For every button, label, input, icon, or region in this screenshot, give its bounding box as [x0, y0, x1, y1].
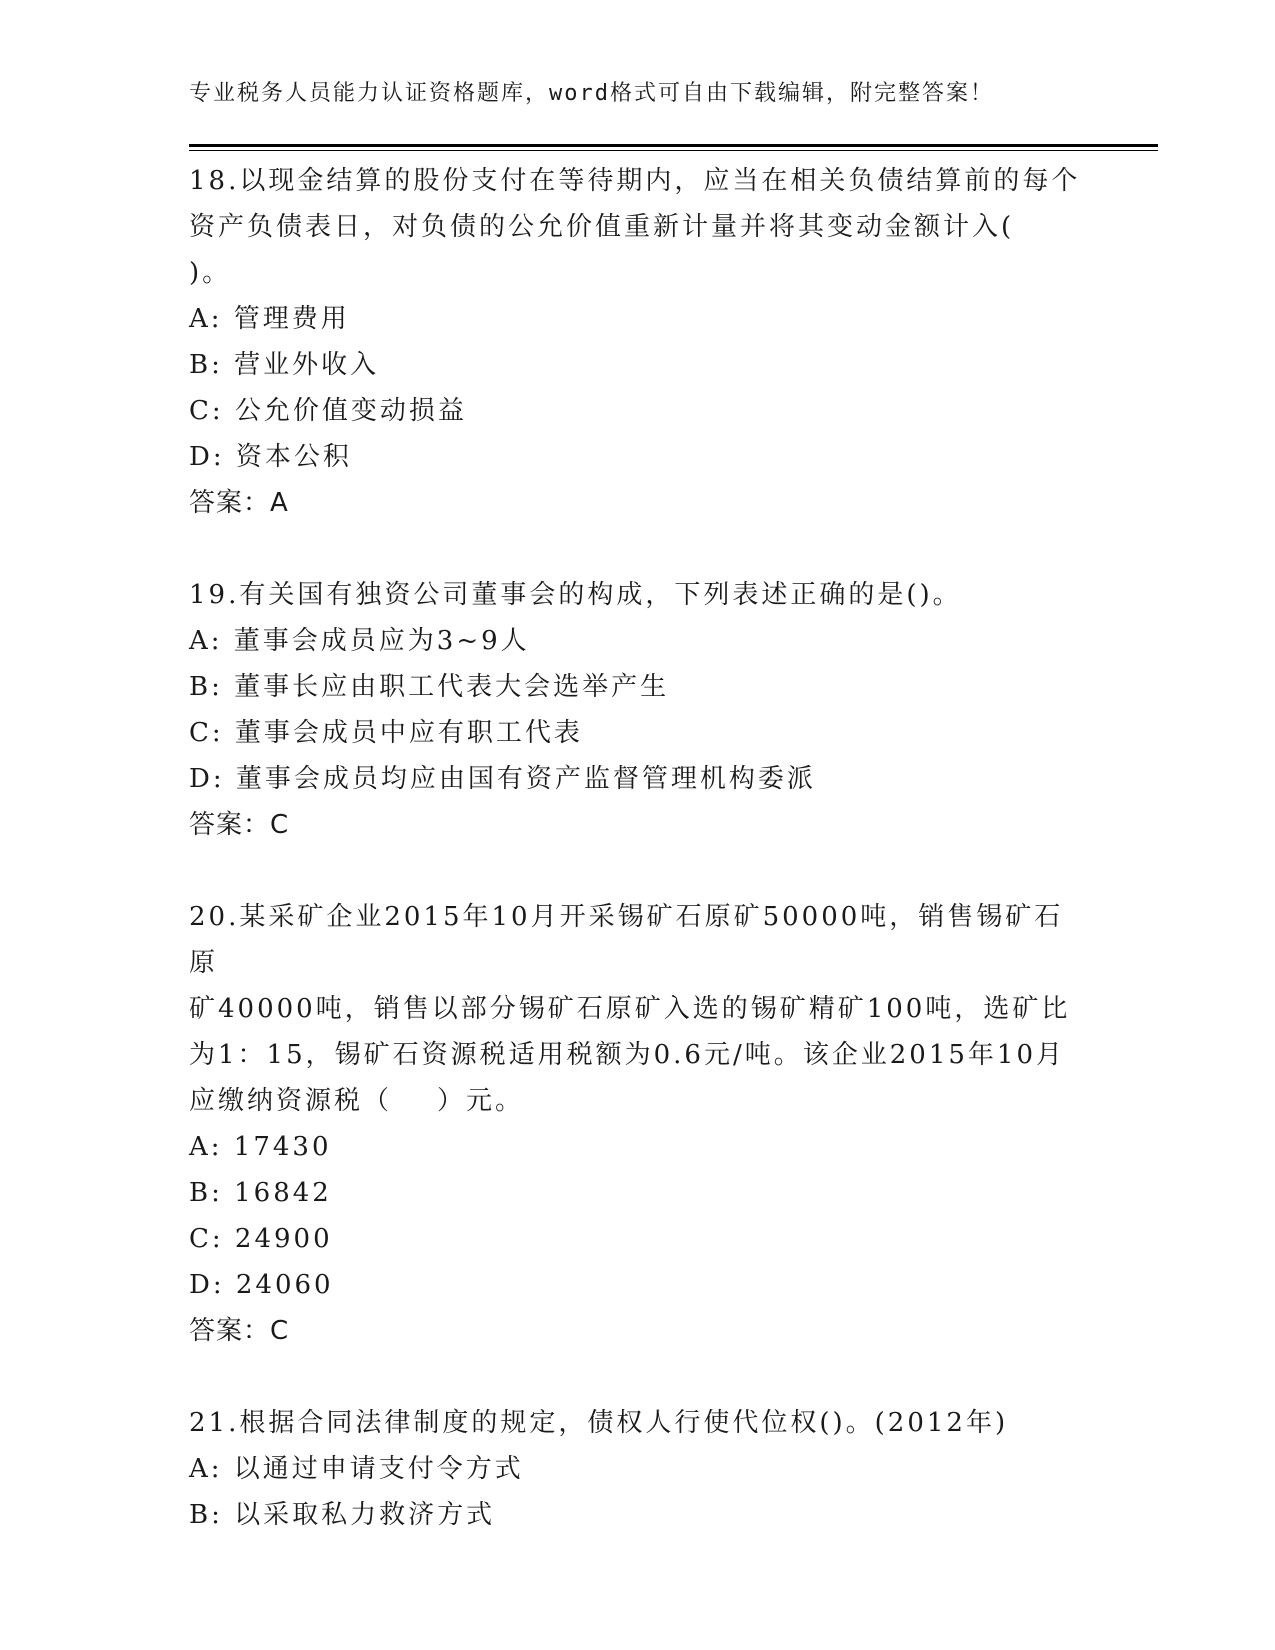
page-header: 专业税务人员能力认证资格题库，word格式可自由下载编辑，附完整答案！ — [189, 81, 994, 106]
option-a: A: 董事会成员应为3~9人 — [189, 626, 530, 656]
question-stem-line: 应缴纳资源税（ ）元。 — [189, 1086, 525, 1116]
question-stem-line: 矿40000吨，销售以部分锡矿石原矿入选的锡矿精矿100吨，选矿比 — [189, 994, 1071, 1024]
option-b: B: 营业外收入 — [189, 350, 380, 380]
question-21 — [189, 1400, 1089, 1538]
question-stem-line: 为1：15，锡矿石资源税适用税额为0.6元/吨。该企业2015年10月 — [189, 1040, 1065, 1070]
option-b: B: 董事长应由职工代表大会选举产生 — [189, 672, 670, 702]
spacer — [189, 1354, 1089, 1400]
question-stem-line: 18.以现金结算的股份支付在等待期内，应当在相关负债结算前的每个 — [189, 166, 1081, 196]
option-c: C: 公允价值变动损益 — [189, 396, 467, 426]
option-a: A: 17430 — [189, 1132, 332, 1162]
question-stem-line: 21.根据合同法律制度的规定，债权人行使代位权()。(2012年) — [189, 1408, 1009, 1438]
header-rule-thick — [189, 144, 1158, 147]
option-a: A: 以通过申请支付令方式 — [189, 1454, 524, 1484]
option-b: B: 16842 — [189, 1178, 332, 1208]
question-20 — [189, 894, 1089, 1354]
question-stem-line: 19.有关国有独资公司董事会的构成，下列表述正确的是()。 — [189, 580, 962, 610]
question-stem-line: 资产负债表日，对负债的公允价值重新计量并将其变动金额计入( — [189, 212, 1015, 242]
option-a: A: 管理费用 — [189, 304, 350, 334]
answer-line: 答案：A — [189, 488, 289, 518]
question-stem-line: 20.某采矿企业2015年10月开采锡矿石原矿50000吨，销售锡矿石原 — [189, 902, 1064, 978]
question-stem-line: )。 — [189, 258, 232, 288]
question-list — [189, 158, 1089, 1538]
option-c: C: 董事会成员中应有职工代表 — [189, 718, 583, 748]
spacer — [189, 526, 1089, 572]
option-d: D: 资本公积 — [189, 442, 352, 472]
header-rule-thin — [189, 150, 1158, 151]
answer-line: 答案：C — [189, 810, 290, 840]
question-18 — [189, 158, 1089, 526]
spacer — [189, 848, 1089, 894]
option-d: D: 董事会成员均应由国有资产监督管理机构委派 — [189, 764, 816, 794]
option-d: D: 24060 — [189, 1270, 334, 1300]
question-19 — [189, 572, 1089, 848]
answer-line: 答案：C — [189, 1316, 290, 1346]
option-c: C: 24900 — [189, 1224, 333, 1254]
option-b: B: 以采取私力救济方式 — [189, 1500, 496, 1530]
